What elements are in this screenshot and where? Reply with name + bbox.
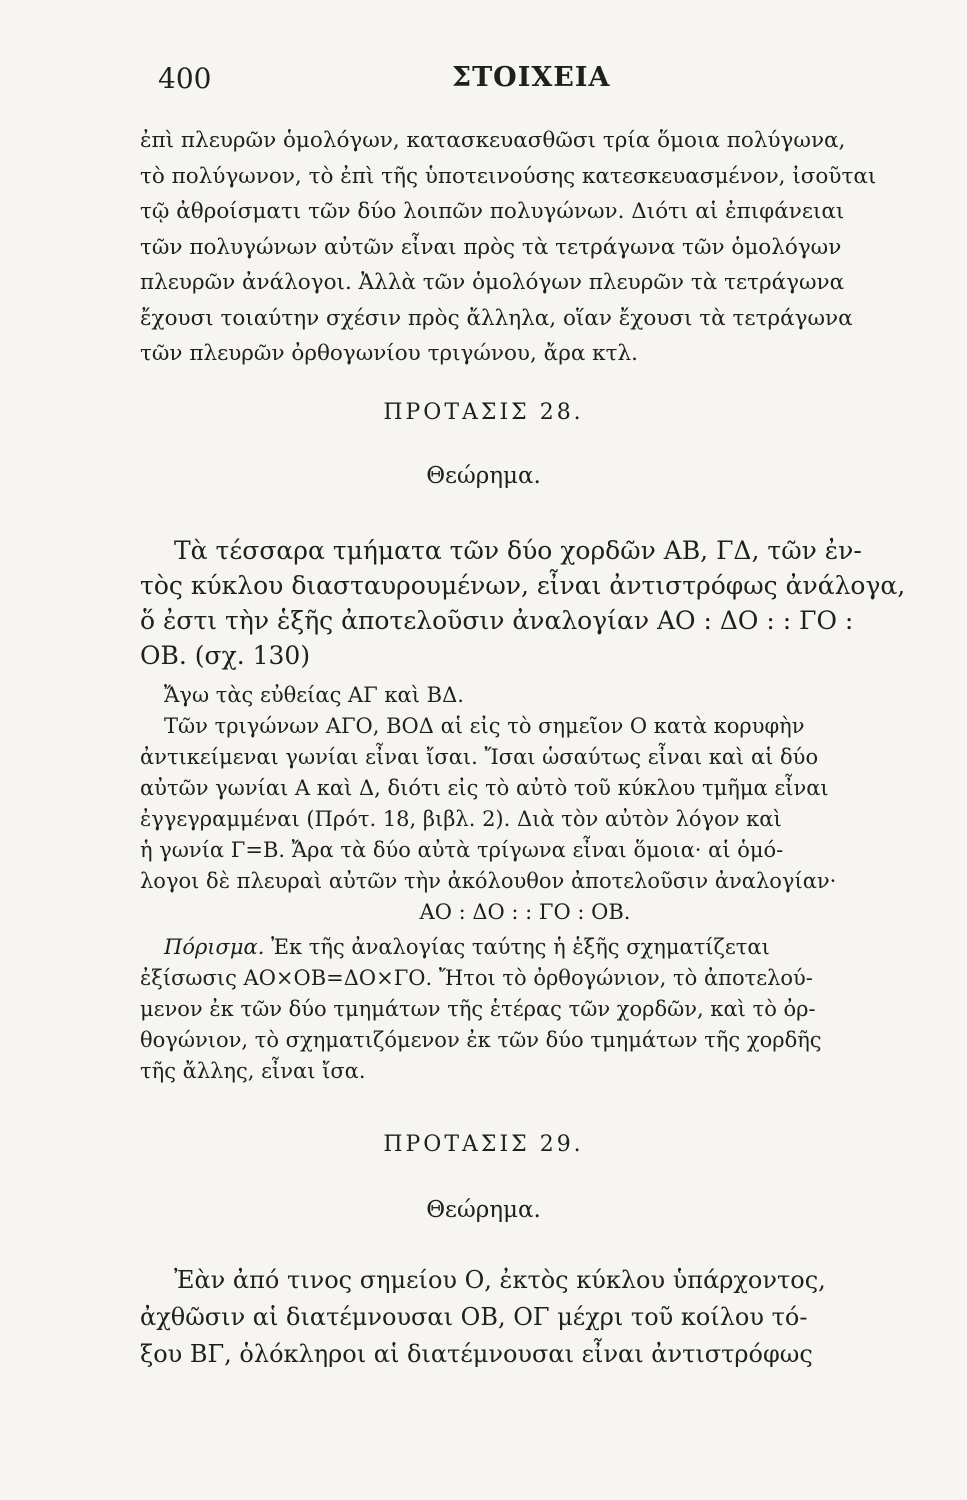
text-line: τῶν πολυγώνων αὐτῶν εἶναι πρὸς τὰ τετράγωνα τῶν ὁμολόγων — [140, 234, 842, 260]
text-line: τῆς ἄλλης, εἶναι ἴσα. — [140, 1059, 366, 1083]
running-header — [0, 62, 967, 102]
text-line: ΟΒ. (σχ. 130) — [140, 641, 311, 670]
text-line: ξου ΒΓ, ὁλόκληροι αἱ διατέμνουσαι εἶναι ἀντιστρόφως — [140, 1340, 813, 1368]
text-line: ὅ ἐστι τὴν ἑξῆς ἀποτελοῦσιν ἀναλογίαν ΑΟ : ΔΟ : : ΓΟ : — [140, 606, 854, 635]
text-line: μενον ἐκ τῶν δύο τμημάτων τῆς ἑτέρας τῶν χορδῶν, καὶ τὸ ὀρ- — [140, 997, 816, 1021]
corollary — [140, 932, 910, 1087]
text-line: αὐτῶν γωνίαι Α καὶ Δ, διότι εἰς τὸ αὐτὸ τοῦ κύκλου τμῆμα εἶναι — [140, 776, 829, 800]
text-line: θογώνιον, τὸ σχηματιζόμενον ἐκ τῶν δύο τμημάτων τῆς χορδῆς — [140, 1028, 822, 1052]
proposition-29-heading: ΠΡΟΤΑΣΙΣ 29. — [383, 1132, 584, 1157]
text-line: Ἐὰν ἀπό τινος σημείου Ο, ἐκτὸς κύκλου ὑπάρχοντος, — [174, 1266, 826, 1294]
text-line: Τῶν τριγώνων ΑΓΟ, ΒΟΔ αἱ εἰς τὸ σημεῖον Ο κατὰ κορυφὴν — [164, 714, 805, 738]
top-paragraph — [140, 123, 910, 372]
text-line: ἐξίσωσις ΑΟ×ΟΒ=ΔΟ×ΓΟ. Ἤτοι τὸ ὀρθογώνιον, τὸ ἀποτελού- — [140, 966, 813, 990]
proposition-29-subheading: Θεώρημα. — [426, 1197, 541, 1223]
proposition-28-subheading: Θεώρημα. — [426, 463, 541, 489]
corollary-label: Πόρισμα. — [164, 935, 265, 959]
proposition-28-heading: ΠΡΟΤΑΣΙΣ 28. — [383, 400, 584, 425]
text-line: ἐπὶ πλευρῶν ὁμολόγων, κατασκευασθῶσι τρία ὅμοια πολύγωνα, — [140, 128, 846, 153]
text-line: ἀντικείμεναι γωνίαι εἶναι ἴσαι. Ἴσαι ὡσαύτως εἶναι καὶ αἱ δύο — [140, 745, 819, 769]
text-line: τὸς κύκλου διασταυρουμένων, εἶναι ἀντιστρόφως ἀνάλογα, — [140, 571, 906, 600]
text-line: πλευρῶν ἀνάλογοι. Ἀλλὰ τῶν ὁμολόγων πλευρῶν τὰ τετράγωνα — [140, 270, 845, 295]
text-line: τῶν πλευρῶν ὀρθογωνίου τριγώνου, ἄρα κτλ. — [140, 341, 638, 366]
corollary-first-line — [140, 932, 910, 963]
text-line: Ἄγω τὰς εὐθείας ΑΓ καὶ ΒΔ. — [164, 683, 464, 707]
text-line: Ἐκ τῆς ἀναλογίας ταύτης ἡ ἑξῆς σχηματίζεται — [271, 935, 770, 959]
text-line: ἡ γωνία Γ=Β. Ἄρα τὰ δύο αὐτὰ τρίγωνα εἶναι ὅμοια· αἱ ὁμό- — [140, 838, 784, 862]
proposition-29-statement — [140, 1262, 910, 1373]
text-line: ἔχουσι τοιαύτην σχέσιν πρὸς ἄλληλα, οἵαν ἔχουσι τὰ τετράγωνα — [140, 305, 853, 331]
proportion-line: ΑΟ : ΔΟ : : ΓΟ : ΟΒ. — [419, 900, 631, 924]
text-line: λογοι δὲ πλευραὶ αὐτῶν τὴν ἀκόλουθον ἀποτελοῦσιν ἀναλογίαν· — [140, 869, 837, 893]
page-number: 400 — [158, 62, 212, 95]
text-line: Τὰ τέσσαρα τμήματα τῶν δύο χορδῶν ΑΒ, ΓΔ, τῶν ἐν- — [174, 536, 862, 565]
text-line: ἐγγεγραμμέναι (Πρότ. 18, βιβλ. 2). Διὰ τὸν αὐτὸν λόγον καὶ — [140, 807, 782, 831]
proposition-28-proof — [140, 680, 910, 928]
text-line: τὸ πολύγωνον, τὸ ἐπὶ τῆς ὑποτεινούσης κατεσκευασμένον, ἰσοῦται — [140, 163, 877, 189]
text-line: τῷ ἀθροίσματι τῶν δύο λοιπῶν πολυγώνων. Διότι αἱ ἐπιφάνειαι — [140, 199, 845, 224]
proposition-28-statement — [140, 533, 910, 673]
text-line: ἀχθῶσιν αἱ διατέμνουσαι ΟΒ, ΟΓ μέχρι τοῦ κοίλου τό- — [140, 1303, 808, 1331]
running-title: ΣΤΟΙΧΕΙΑ — [452, 62, 611, 93]
